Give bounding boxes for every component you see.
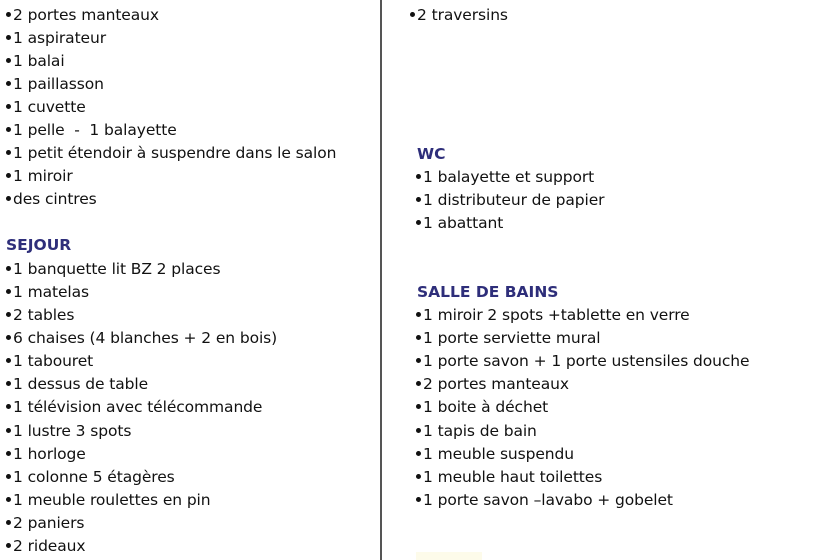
bullet-icon [415, 173, 422, 180]
bullet-icon [5, 172, 12, 179]
list-item: 1 télévision avec télécommande [6, 397, 262, 417]
list-item: 1 meuble suspendu [416, 444, 574, 464]
section-title-sejour: SEJOUR [6, 236, 72, 254]
bullet-icon [5, 149, 12, 156]
list-item: 1 petit étendoir à suspendre dans le salon [6, 143, 336, 163]
bullet-icon [5, 519, 12, 526]
column-divider [380, 0, 382, 560]
list-item: 1 lustre 3 spots [6, 421, 131, 441]
list-item: 1 boite à déchet [416, 397, 548, 417]
list-item: 1 meuble haut toilettes [416, 467, 602, 487]
bullet-icon [5, 450, 12, 457]
list-item: 1 abattant [416, 213, 503, 233]
list-item: des cintres [6, 189, 97, 209]
list-item: 1 balai [6, 51, 65, 71]
bullet-icon [5, 288, 12, 295]
list-item: 1 pelle - 1 balayette [6, 120, 177, 140]
bullet-icon [5, 357, 12, 364]
list-item: 1 tabouret [6, 351, 93, 371]
list-item: 2 portes manteaux [416, 374, 569, 394]
bullet-icon [415, 403, 422, 410]
bullet-icon [5, 473, 12, 480]
bullet-icon [415, 196, 422, 203]
bullet-icon [5, 311, 12, 318]
bullet-icon [5, 265, 12, 272]
list-item: 1 paillasson [6, 74, 104, 94]
list-item: 2 rideaux [6, 536, 85, 556]
list-item: 1 distributeur de papier [416, 190, 604, 210]
bullet-icon [5, 126, 12, 133]
section-title-salle-de-bains: SALLE DE BAINS [417, 283, 559, 301]
bullet-icon [5, 427, 12, 434]
list-item: 1 balayette et support [416, 167, 594, 187]
list-item: 1 miroir 2 spots +tablette en verre [416, 305, 690, 325]
bullet-icon [415, 357, 422, 364]
list-item: 1 porte savon –lavabo + gobelet [416, 490, 673, 510]
bullet-icon [415, 334, 422, 341]
bullet-icon [5, 34, 12, 41]
bullet-icon [5, 380, 12, 387]
list-item: 1 cuvette [6, 97, 86, 117]
bullet-icon [5, 334, 12, 341]
bullet-icon [5, 403, 12, 410]
list-item: 1 porte serviette mural [416, 328, 600, 348]
section-title-wc: WC [417, 145, 446, 163]
bullet-icon [5, 11, 12, 18]
list-item: 1 meuble roulettes en pin [6, 490, 211, 510]
bullet-icon [415, 427, 422, 434]
list-item: 1 colonne 5 étagères [6, 467, 175, 487]
bullet-icon [415, 473, 422, 480]
bullet-icon [5, 57, 12, 64]
list-item: 2 portes manteaux [6, 5, 159, 25]
bullet-icon [415, 496, 422, 503]
bullet-icon [415, 311, 422, 318]
list-item: 1 aspirateur [6, 28, 106, 48]
bullet-icon [415, 219, 422, 226]
list-item: 1 tapis de bain [416, 421, 537, 441]
list-item: 1 banquette lit BZ 2 places [6, 259, 220, 279]
list-item: 1 miroir [6, 166, 73, 186]
bullet-icon [415, 450, 422, 457]
list-item: 6 chaises (4 blanches + 2 en bois) [6, 328, 277, 348]
list-item: 1 porte savon + 1 porte ustensiles douche [416, 351, 749, 371]
list-item: 1 matelas [6, 282, 89, 302]
bullet-icon [415, 380, 422, 387]
list-item: 2 traversins [410, 5, 508, 25]
bullet-icon [5, 80, 12, 87]
cut-off-heading-fragment [416, 552, 482, 560]
list-item: 1 dessus de table [6, 374, 148, 394]
list-item: 2 paniers [6, 513, 84, 533]
list-item: 1 horloge [6, 444, 86, 464]
bullet-icon [5, 195, 12, 202]
bullet-icon [5, 542, 12, 549]
bullet-icon [5, 496, 12, 503]
list-item: 2 tables [6, 305, 74, 325]
bullet-icon [5, 103, 12, 110]
bullet-icon [409, 11, 416, 18]
